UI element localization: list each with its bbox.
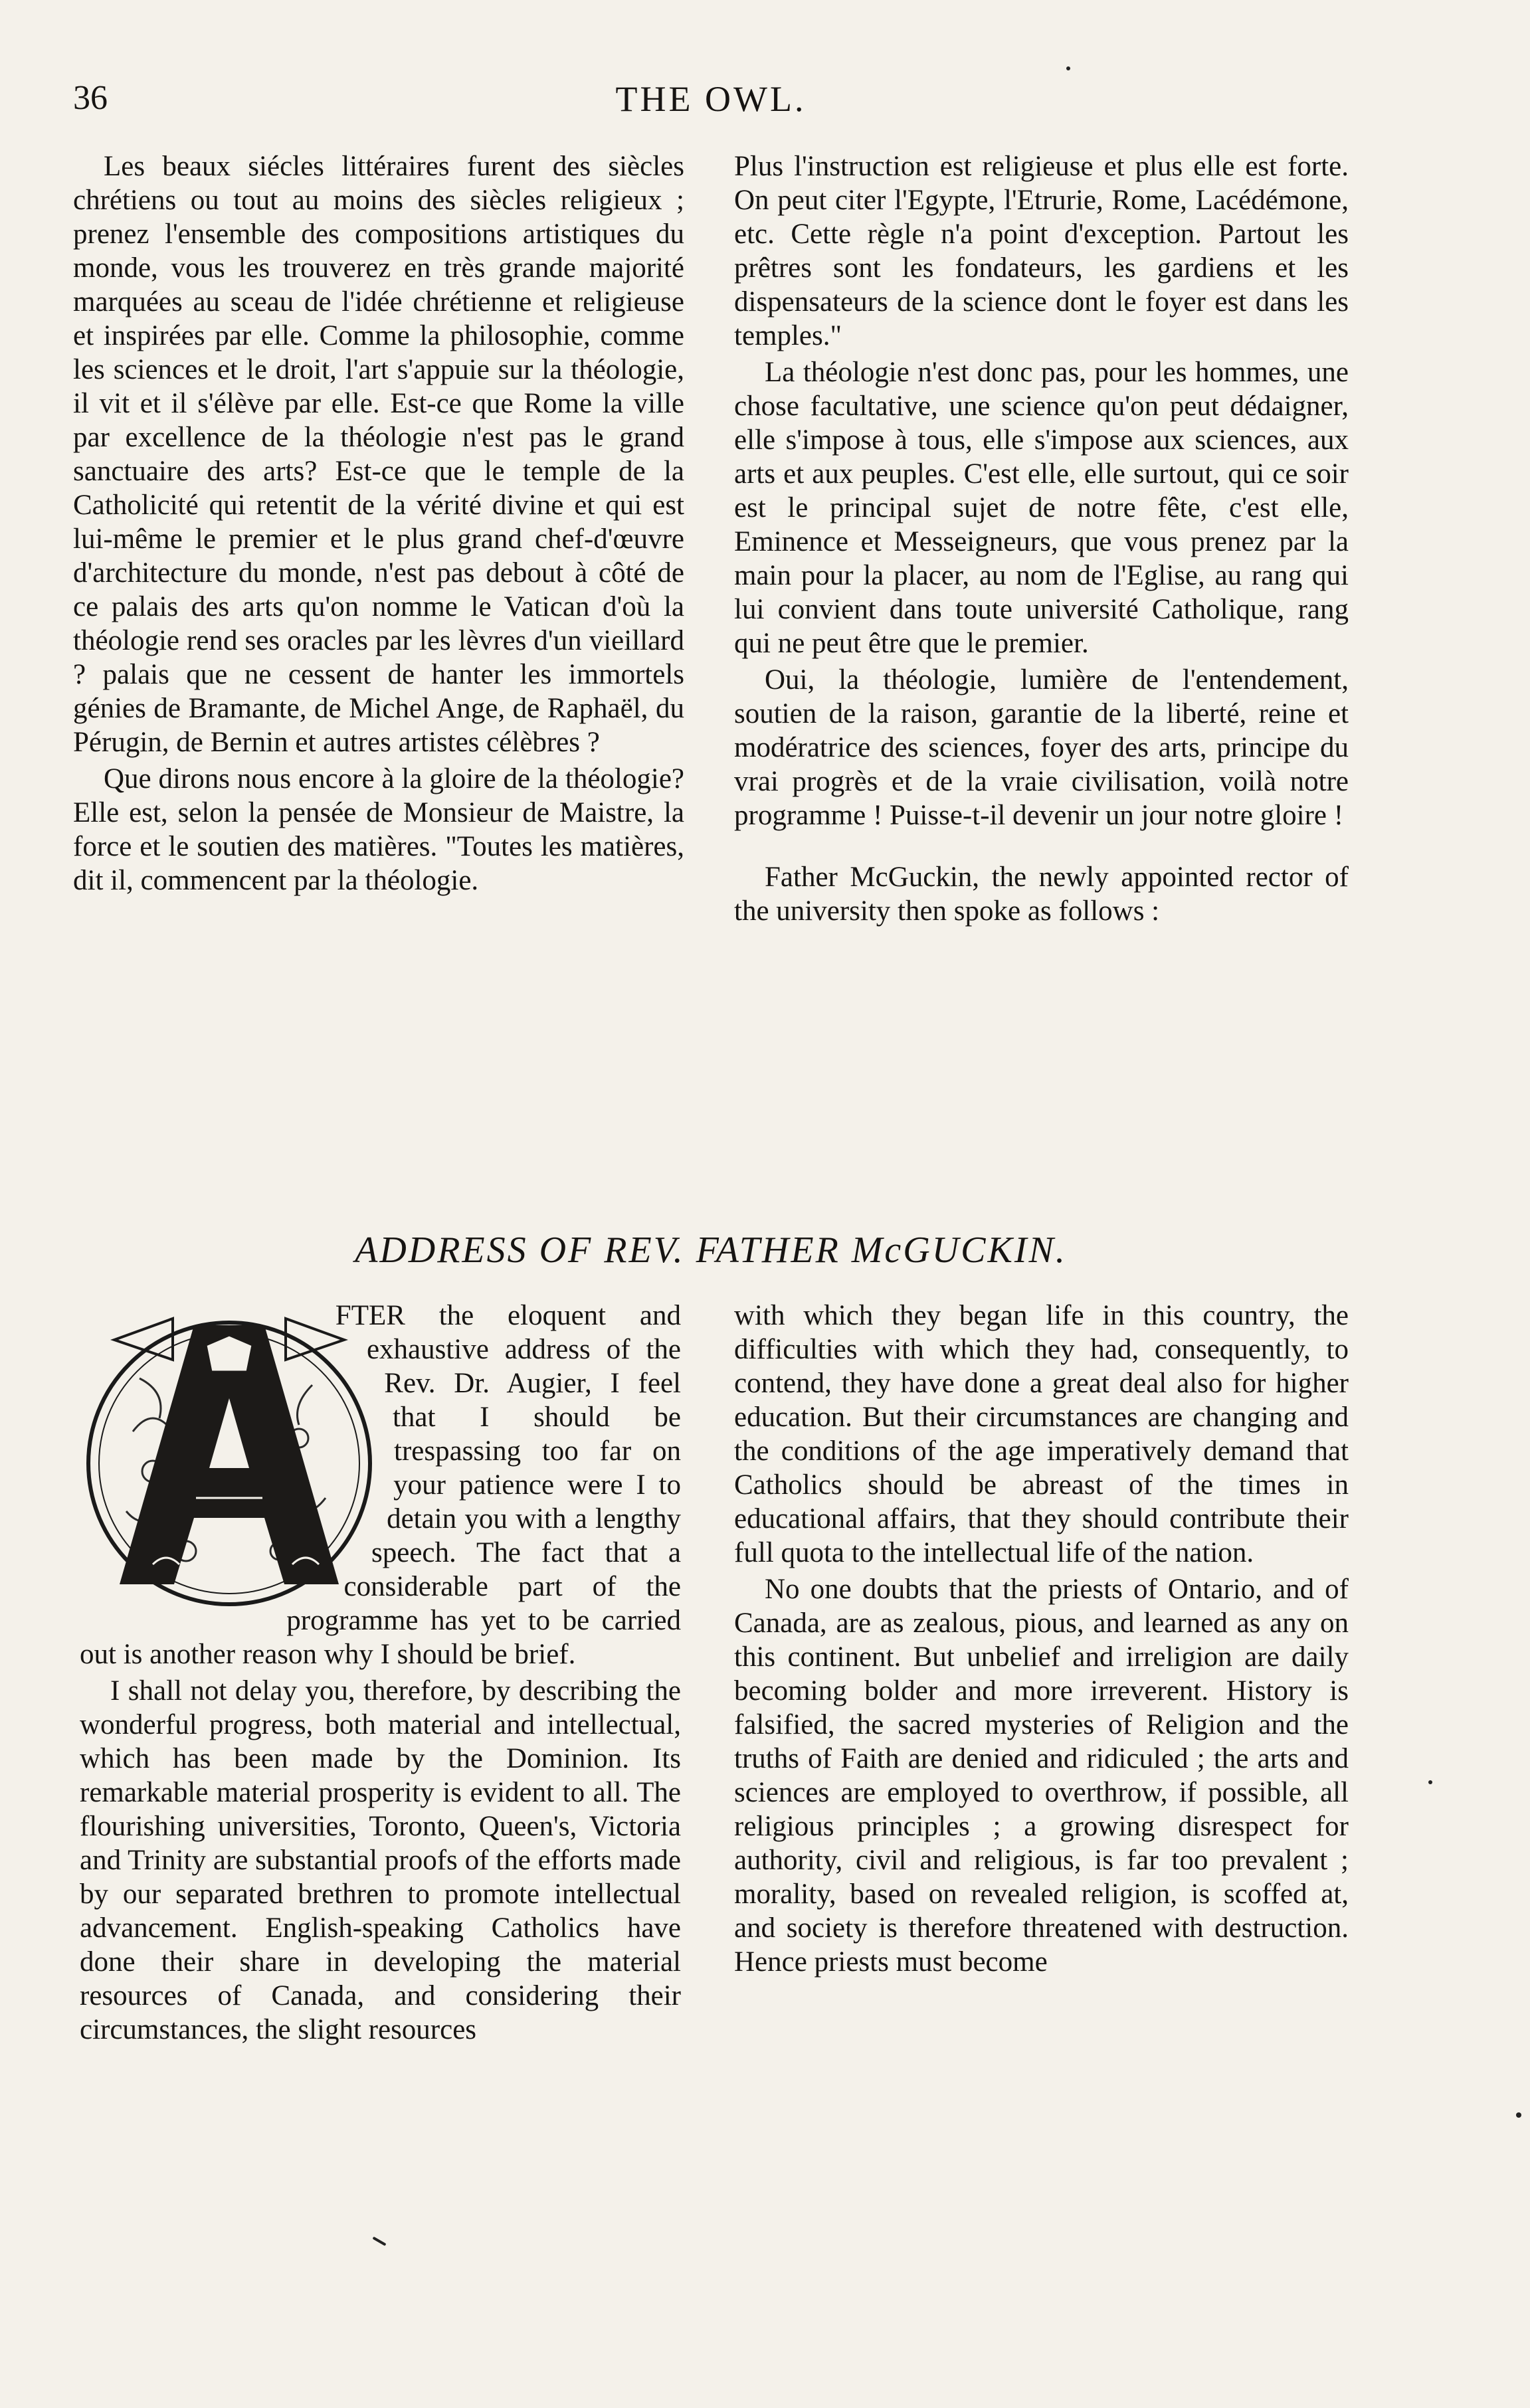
bottom-right-column (734, 1299, 1349, 1979)
paragraph: with which they began life in this country, the difficulties with which they had, consequently, to contend, they have done a great deal also for higher education. But their circumstances are changing and the conditions of the age imperatively demand that Catholics should be abreast of the times in educational affairs, that they should contribute their full quota to the intellectual life of the nation. (734, 1300, 1349, 1568)
drop-cap-word: FTER (335, 1300, 405, 1331)
print-speck (1516, 2112, 1521, 2118)
ornamental-initial-a-icon (73, 1299, 385, 1611)
paragraph: I shall not delay you, therefore, by describing the wonderful progress, both material and intellectual, which has been made by the Dominion. Its remarkable material prosperity is evident to all. The flourishing universities, Toronto, Queen's, Victoria and Trinity are substantial proofs of the efforts made by our separated brethren to promote intellectual advancement. English-speaking Catholics have done their share in developing the material resources of Canada, and considering their circumstances, the slight resources (80, 1675, 681, 2045)
section-heading: ADDRESS OF REV. FATHER McGUCKIN. (355, 1230, 1067, 1271)
paragraph: Oui, la théologie, lumière de l'entendement, soutien de la raison, garantie de la liberté, reine et modératrice des sciences, foyer des arts, principe du vrai progrès et de la vraie civilisation, voilà notre programme ! Puisse-t-il devenir un jour notre gloire ! (734, 664, 1349, 831)
print-speck (1066, 66, 1070, 70)
paragraph: La théologie n'est donc pas, pour les hommes, une chose facultative, une science qu'on peut dédaigner, elle s'impose à tous, elle s'impose aux sciences, aux arts et aux peuples. C'est elle, elle surtout, qui ce soir est le principal sujet de notre fête, c'est elle, Eminence et Messeigneurs, que vous prenez par la main pour la placer, au nom de l'Eglise, au rang qui lui convient dans toute université Catholique, rang qui ne peut être que le premier. (734, 357, 1349, 659)
paragraph: Que dirons nous encore à la gloire de la théologie? Elle est, selon la pensée de Monsieur de Maistre, la force et le soutien des matières. "Toutes les matières, dit il, commencent par la théologie. (73, 763, 684, 896)
page-header (73, 78, 1349, 125)
paragraph: Father McGuckin, the newly appointed rector of the university then spoke as follows : (734, 862, 1349, 927)
print-speck (1428, 1780, 1432, 1784)
bottom-left-column (80, 1299, 681, 2047)
top-right-column (734, 149, 1349, 928)
paragraph: Les beaux siécles littéraires furent des siècles chrétiens ou tout au moins des siècles religieux ; prenez l'ensemble des compositions artistiques du monde, vous les trouverez en très grande majorité marquées au sceau de l'idée chrétienne et religieuse et inspirées par elle. Comme la philosophie, comme les sciences et le droit, l'art s'appuie sur la théologie, il vit et il s'élève par elle. Est-ce que Rome la ville par excellence de la théologie n'est pas le grand sanctuaire des arts? Est-ce que le temple de la Catholicité qui retentit de la vérité divine et qui est lui-même le premier et le plus grand chef-d'œuvre d'architecture du monde, n'est pas debout à côté de ce palais des arts qu'on nomme le Vatican d'où la théologie rend ses oracles par les lèvres d'un vieillard ? palais que ne cessent de hanter les immortels génies de Bramante, de Michel Ange, de Raphaël, du Pérugin, de Bernin et autres artistes célèbres ? (73, 151, 684, 758)
top-left-column (73, 149, 684, 897)
paragraph: Plus l'instruction est religieuse et plus elle est forte. On peut citer l'Egypte, l'Etrurie, Rome, Lacédémone, etc. Cette règle n'a point d'exception. Partout les prêtres sont les fondateurs, les gardiens et les dispensateurs de la science dont le foyer est dans les temples." (734, 151, 1349, 351)
decorated-initial (73, 1299, 385, 1611)
print-speck (372, 2237, 386, 2246)
page-number: 36 (73, 79, 108, 117)
paragraph-text: the eloquent and exhaustive address of the Rev. Dr. Augier, I feel that I should be trespassing too far on your patience were I to detain you with a lengthy speech. The fact that a considerable part of the programme has yet to be carried out is another reason why I should be brief. (80, 1300, 681, 1670)
paragraph: No one doubts that the priests of Ontario, and of Canada, are as zealous, pious, and learned as any on this continent. But unbelief and irreligion are daily becoming bolder and more irreverent. History is falsified, the sacred mysteries of Religion and the truths of Faith are denied and ridiculed ; the arts and sciences are employed to overthrow, if possible, all religious principles ; a growing disrespect for authority, civil and religious, is far too prevalent ; morality, based on revealed religion, is scoffed at, and society is therefore threatened with destruction. Hence priests must become (734, 1574, 1349, 1978)
running-title: THE OWL. (615, 79, 807, 119)
